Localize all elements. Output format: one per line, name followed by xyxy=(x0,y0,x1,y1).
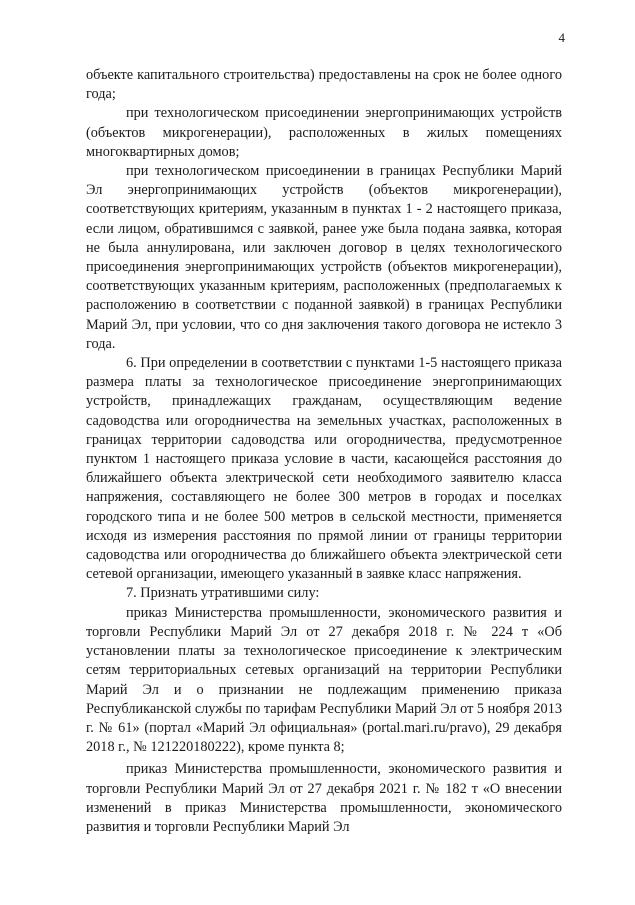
paragraph-multi-apartment: при технологическом присоединении энергопринимающих устройств (объектов микрогенерации), расположенных в жилых помещениях многоквартирных домов; xyxy=(86,105,562,160)
document-body xyxy=(86,66,562,837)
paragraph-continuation: объекте капитального строительства) предоставлены на срок не более одного года; xyxy=(86,67,562,103)
paragraph-item-7: 7. Признать утратившими силу: xyxy=(126,585,320,602)
paragraph-order-2018: приказ Министерства промышленности, экономического развития и торговли Республики Марий Эл от 27 декабря 2018 г. № 224 т «Об установлении платы за технологическое присоединение к электрическим сетям территориальных сетевых организаций на территории Республики Марий Эл и о признании не подлежащим применению приказа Республиканской службы по тарифам Республики Марий Эл от 5 ноября 2013 г. № 61» (портал «Марий Эл официальная» (portal.mari.ru/pravo), 29 декабря 2018 г., № 121220180222), кроме пункта 8; xyxy=(86,604,562,756)
paragraph-repeat-application: при технологическом присоединении в границах Республики Марий Эл энергопринимающих устройств (объектов микрогенерации), соответствующих критериям, указанным в пунктах 1 - 2 настоящего приказа, если лицом, обратившимся с заявкой, ранее уже была подана заявка, которая не была аннулирована, или заключен договор в целях технологического присоединения энергопринимающих устройств (объектов микрогенерации), соответствующих указанным критериям, расположенных (предполагаемых к расположению в соответствии с поданной заявкой) в границах Республики Марий Эл, при условии, что со дня заключения такого договора не истекло 3 года. xyxy=(86,163,562,352)
page-number: 4 xyxy=(558,30,565,45)
paragraph-item-6: 6. При определении в соответствии с пунктами 1-5 настоящего приказа размера платы за технологическое присоединение энергопринимающих устройств, принадлежащих гражданам, осуществляющим ведение садоводства или огородничества на земельных участках, расположенных в границах территории садоводства или огородничества, предусмотренное пунктом 1 настоящего приказа условие в части, касающейся расстояния до ближайшего объекта электрической сети необходимого заявителю класса напряжения, составляющего не более 300 метров в городах и поселках городского типа и не более 500 метров в сельской местности, применяется исходя из измерения расстояния по прямой линии от границы территории садоводства или огородничества до ближайшего объекта электрической сети сетевой организации, имеющего указанный в заявке класс напряжения. xyxy=(86,355,562,583)
paragraph-order-2021: приказ Министерства промышленности, экономического развития и торговли Республики Марий Эл от 27 декабря 2021 г. № 182 т «О внесении изменений в приказ Министерства промышленности, экономического развития и торговли Республики Марий Эл xyxy=(86,761,562,835)
